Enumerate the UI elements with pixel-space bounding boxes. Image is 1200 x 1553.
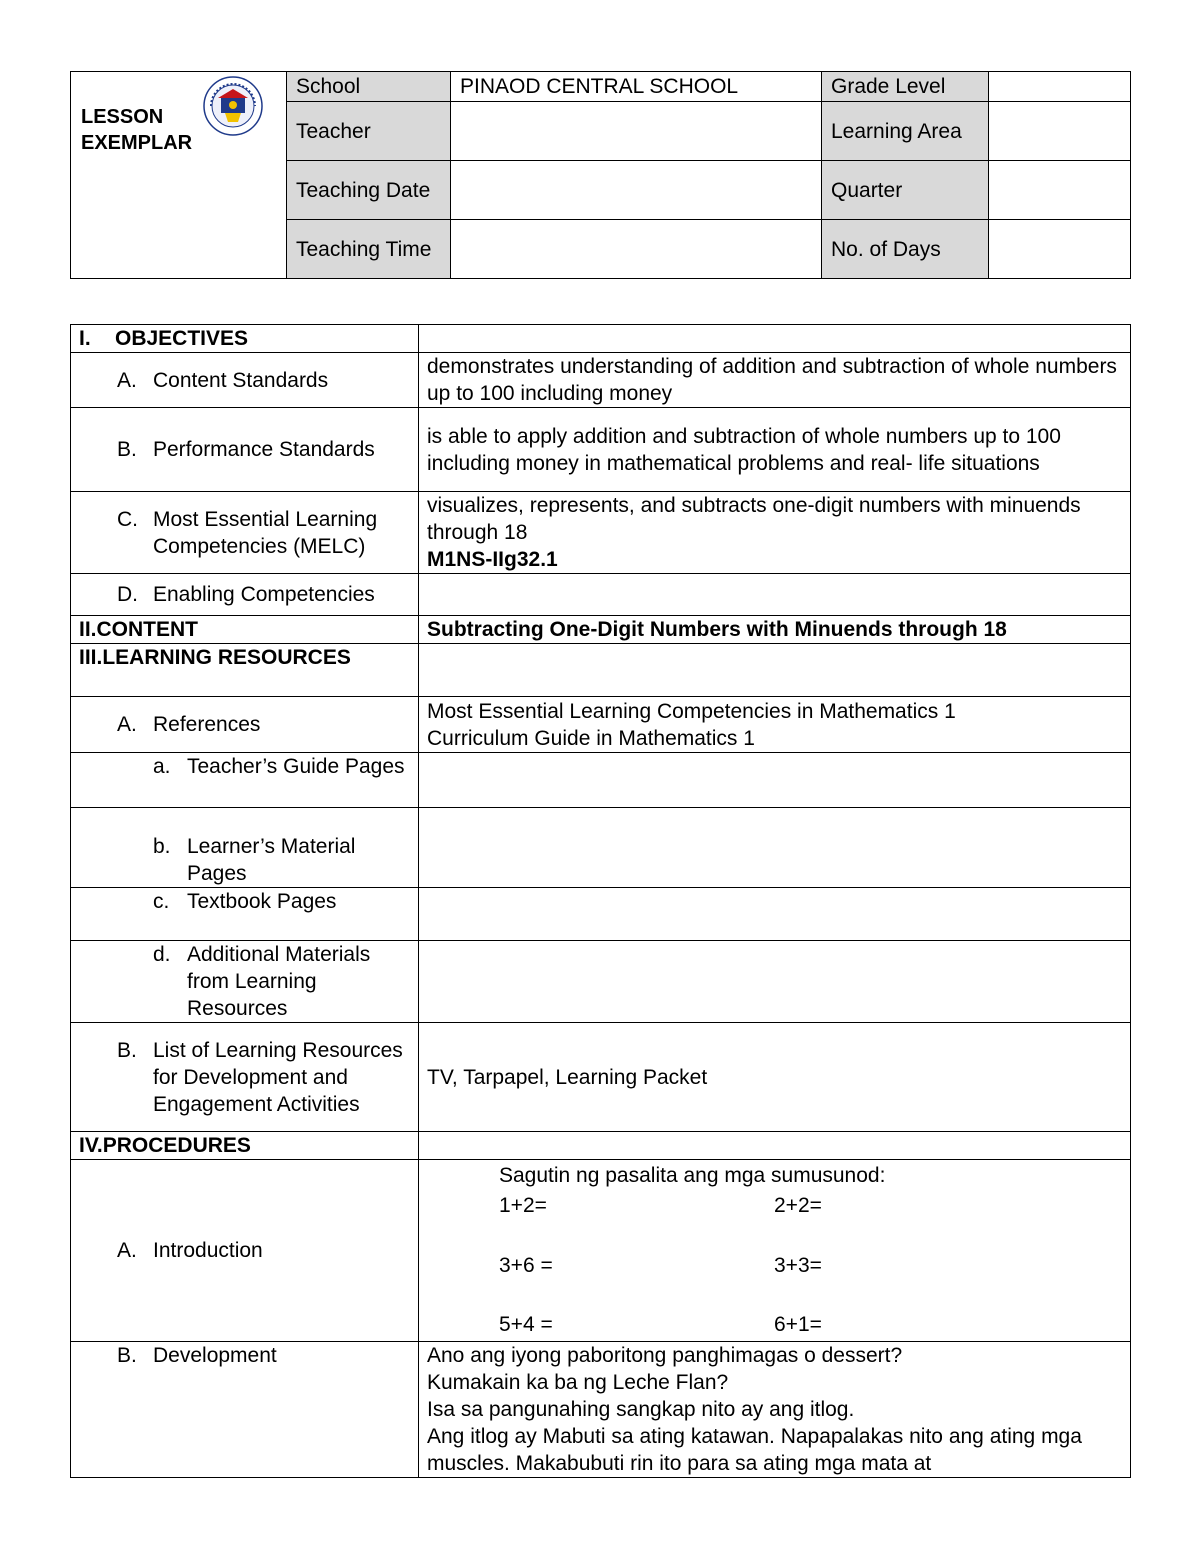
teaching-date-label: Teaching Date [287,161,451,220]
teaching-time-value [451,220,822,279]
item-label: List of Learning Resources for Development and Engagement Activities [153,1038,403,1116]
additional-materials-value [419,941,1131,1023]
item-marker: c. [153,890,170,913]
development-line: Kumakain ka ba ng Leche Flan? [427,1371,729,1394]
content-standards-label [71,353,419,408]
item-label: Content Standards [153,368,329,392]
learners-material-value [419,808,1131,888]
exercise-item: 6+1= [774,1313,822,1336]
school-value: PINAOD CENTRAL SCHOOL [451,72,822,102]
teacher-label: Teacher [287,102,451,161]
item-label: Additional Materials from Learning Resources [187,943,371,1020]
no-of-days-label: No. of Days [822,220,989,279]
quarter-label: Quarter [822,161,989,220]
item-marker: B. [117,1344,137,1367]
header-table [70,71,1131,279]
item-label: Most Essential Learning Competencies (MELC) [153,507,378,558]
lesson-title [81,104,192,156]
item-marker: C. [117,507,138,531]
item-marker: B. [117,438,137,461]
reference-line: Most Essential Learning Competencies in Mathematics 1 [427,699,956,723]
lesson-plan-table [70,324,1131,1478]
development-line: Ang itlog ay Mabuti sa ating katawan. Napapalakas nito ang ating mga muscles. Makabubuti rin ito para sa ating mga mata at [427,1425,1082,1475]
references-label [71,697,419,753]
introduction-label [71,1160,419,1342]
no-of-days-value [989,220,1131,279]
objectives-heading [71,325,419,353]
item-marker: D. [117,583,138,606]
learning-resources-heading: III.LEARNING RESOURCES [71,644,419,697]
deped-seal-icon [203,76,263,136]
list-resources-value: TV, Tarpapel, Learning Packet [419,1023,1131,1132]
item-marker: A. [117,368,137,392]
melc-text: visualizes, represents, and subtracts one-digit numbers with minuends through 18 [427,494,1081,544]
reference-line: Curriculum Guide in Mathematics 1 [427,726,755,750]
quarter-value [989,161,1131,220]
objectives-value [419,325,1131,353]
learners-material-label [71,808,419,888]
melc-value [419,492,1131,574]
development-line: Ano ang iyong paboritong panghimagas o dessert? [427,1344,903,1367]
enabling-competencies-value [419,574,1131,616]
title-line-1: LESSON [81,106,164,128]
objectives-heading-text: OBJECTIVES [115,327,249,350]
item-marker: B. [117,1038,137,1062]
item-label: Development [153,1344,277,1367]
references-value [419,697,1131,753]
procedures-heading: IV.PROCEDURES [71,1132,419,1160]
teaching-time-label: Teaching Time [287,220,451,279]
item-marker: b. [153,835,171,858]
content-value: Subtracting One-Digit Numbers with Minuends through 18 [419,616,1131,644]
grade-level-value [989,72,1131,102]
item-marker: a. [153,755,171,778]
grade-level-label: Grade Level [822,72,989,102]
item-label: Teacher’s Guide Pages [187,755,405,778]
content-standards-value: demonstrates understanding of addition and subtraction of whole numbers up to 100 including money [419,353,1131,408]
introduction-prompt: Sagutin ng pasalita ang mga sumusunod: [499,1164,886,1187]
learning-resources-value [419,644,1131,697]
title-line-2: EXEMPLAR [81,132,193,154]
content-heading: II.CONTENT [71,616,419,644]
development-line: Isa sa pangunahing sangkap nito ay ang itlog. [427,1398,855,1421]
teachers-guide-value [419,753,1131,808]
melc-label [71,492,419,574]
teachers-guide-label [71,753,419,808]
lesson-title-cell [71,72,287,279]
introduction-exercises [419,1160,1130,1340]
textbook-pages-label [71,888,419,941]
exercise-item: 3+6 = [499,1254,553,1277]
development-label [71,1342,419,1478]
performance-standards-value: is able to apply addition and subtraction of whole numbers up to 100 including money in mathematical problems and real- life situations [419,408,1131,492]
performance-standards-label [71,408,419,492]
exercise-item: 5+4 = [499,1313,553,1336]
textbook-pages-value [419,888,1131,941]
item-marker: A. [117,713,137,736]
development-value [419,1342,1131,1478]
enabling-competencies-label [71,574,419,616]
item-label: Introduction [153,1239,263,1262]
item-label: Learner’s Material Pages [187,835,356,885]
item-label: Textbook Pages [187,890,337,913]
learning-area-value [989,102,1131,161]
list-resources-label [71,1023,419,1132]
exercise-item: 1+2= [499,1194,547,1217]
introduction-value [419,1160,1131,1342]
teacher-value [451,102,822,161]
additional-materials-label [71,941,419,1023]
objectives-num: I. [79,327,91,350]
item-label: References [153,713,261,736]
exercise-item: 2+2= [774,1194,822,1217]
teaching-date-value [451,161,822,220]
item-marker: A. [117,1239,137,1262]
procedures-value [419,1132,1131,1160]
melc-code: M1NS-IIg32.1 [427,548,558,571]
school-label: School [287,72,451,102]
item-label: Enabling Competencies [153,583,375,606]
item-marker: d. [153,943,171,966]
learning-area-label: Learning Area [822,102,989,161]
item-label: Performance Standards [153,438,375,461]
exercise-item: 3+3= [774,1254,822,1277]
